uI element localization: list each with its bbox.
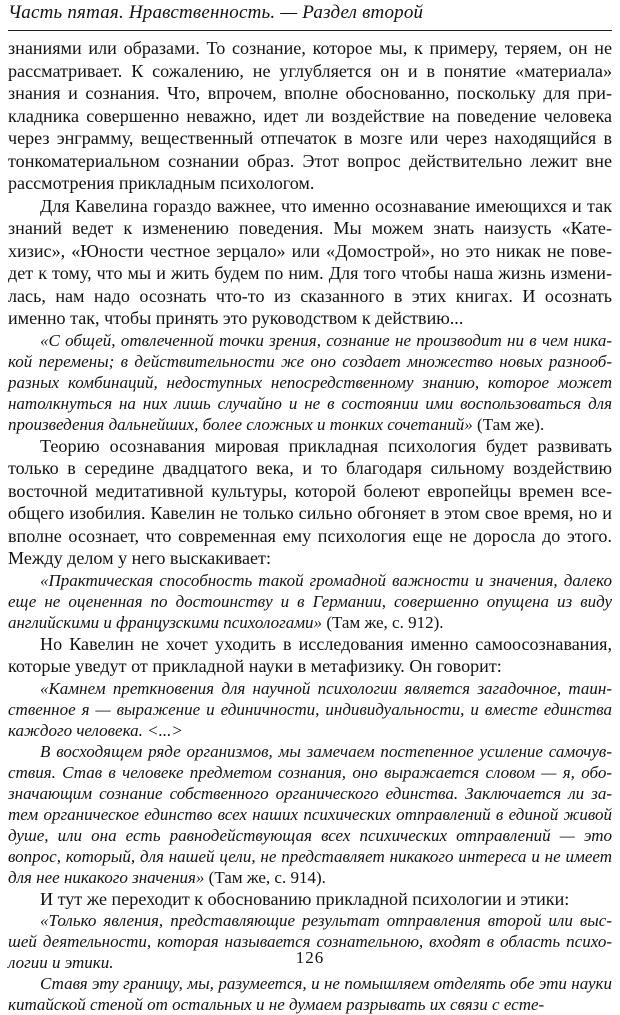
quote-citation: (Там же, с. 914).	[204, 867, 326, 887]
quote-text: «Камнем преткновения для научной психологии является загадочное, таинственное я — выражение и единичности, индивидуальности, и вместе единства каждого человека. <...>	[8, 678, 612, 740]
block-quote	[8, 741, 612, 888]
paragraph: Но Кавелин не хочет уходить в исследования именно самоосознавания, которые уведут от прикладной науки в метафизику. Он говорит:	[8, 633, 612, 676]
block-quote	[8, 973, 612, 1015]
block-quote	[8, 678, 612, 741]
paragraph: И тут же переходит к обоснованию прикладной психологии и этики:	[40, 888, 570, 909]
block-quote	[8, 330, 612, 435]
quote-citation: (Там же).	[472, 414, 545, 434]
page-body	[8, 31, 612, 1015]
running-header: Часть пятая. Нравственность. — Раздел второй	[8, 0, 612, 31]
block-quote	[8, 570, 612, 633]
paragraph: Для Кавелина гораздо важнее, что именно осознавание имеющихся и так знаний ведет к изменению поведения. Мы можем знать наизусть «Катехизис», «Юности честное зерцало» или «Домострой», но это никак не поведет к тому, что мы и жить будем по ним. Для того чтобы наша жизнь изменилась, нам надо осознать что-то из сказанного в этих книгах. И осознать именно так, чтобы принять это руководством к действию...	[8, 195, 612, 328]
page-number: 126	[295, 948, 325, 967]
paragraph: Теорию осознавания мировая прикладная психология будет развивать только в середине двадцатого века, и то благодаря сильному воздействию восточной медитативной культуры, которой болеют европейцы времен всеобщего изобилия. Кавелин не только сильно обгоняет в этом свое время, но и вполне осознает, что современная ему психология еще не доросла до этого. Между делом у него выскакивает:	[8, 435, 612, 568]
quote-citation: (Там же, с. 912).	[322, 612, 444, 632]
quote-text: Ставя эту границу, мы, разумеется, и не помышляем отделять обе эти науки китайской стеной от остальных и не думаем разрывать их связи с есте-	[8, 974, 612, 1014]
quote-text: В восходящем ряде организмов, мы замечаем постепенное усиление самочувствия. Став в человеке предметом сознания, оно выражается словом — я, обозначающим сознание собственного органического единства. Заключается ли затем органическое единство всех наших психических отправлений в единой живой душе, или она есть равнодействующая всех психических отправлений — это вопрос, который, для нашей цели, не представляет никакого интереса и не имеет для нее никакого значения»	[8, 741, 612, 887]
quote-text: «Только явления, представляющие результат отправления второй или высшей деятельности, которая называется сознательною, входят в область психологии и этики.	[8, 911, 612, 972]
quote-text: «С общей, отвлеченной точки зрения, сознание не производит ни в чем никакой перемены; в действительности же оно создает множество новых разнообразных комбинаций, недоступных непосредственному знанию, которое может натолкнуться на них лишь случайно и не в состоянии ими воспользоваться для произведения дальнейших, более сложных и тонких сочетаний»	[8, 330, 612, 434]
quote-text: «Практическая способность такой громадной важности и значения, далеко еще не оцененная по достоинству и в Германии, совершенно опущена из виду английскими и французскими психологами»	[8, 570, 612, 632]
paragraph: знаниями или образами. То сознание, которое мы, к примеру, теряем, он не рассматривает. К сожалению, не углубляется он и в понятие «материала» знания и сознания. Что, впрочем, вполне обоснованно, поскольку для прикладника совершенно неважно, идет ли воздействие на поведение человека через энграмму, вещественный отпечаток в мозге или через находящийся в тонкоматериальном сознании образ. Этот вопрос действительно лежит вне рассмотрения прикладным психологом.	[8, 38, 612, 193]
